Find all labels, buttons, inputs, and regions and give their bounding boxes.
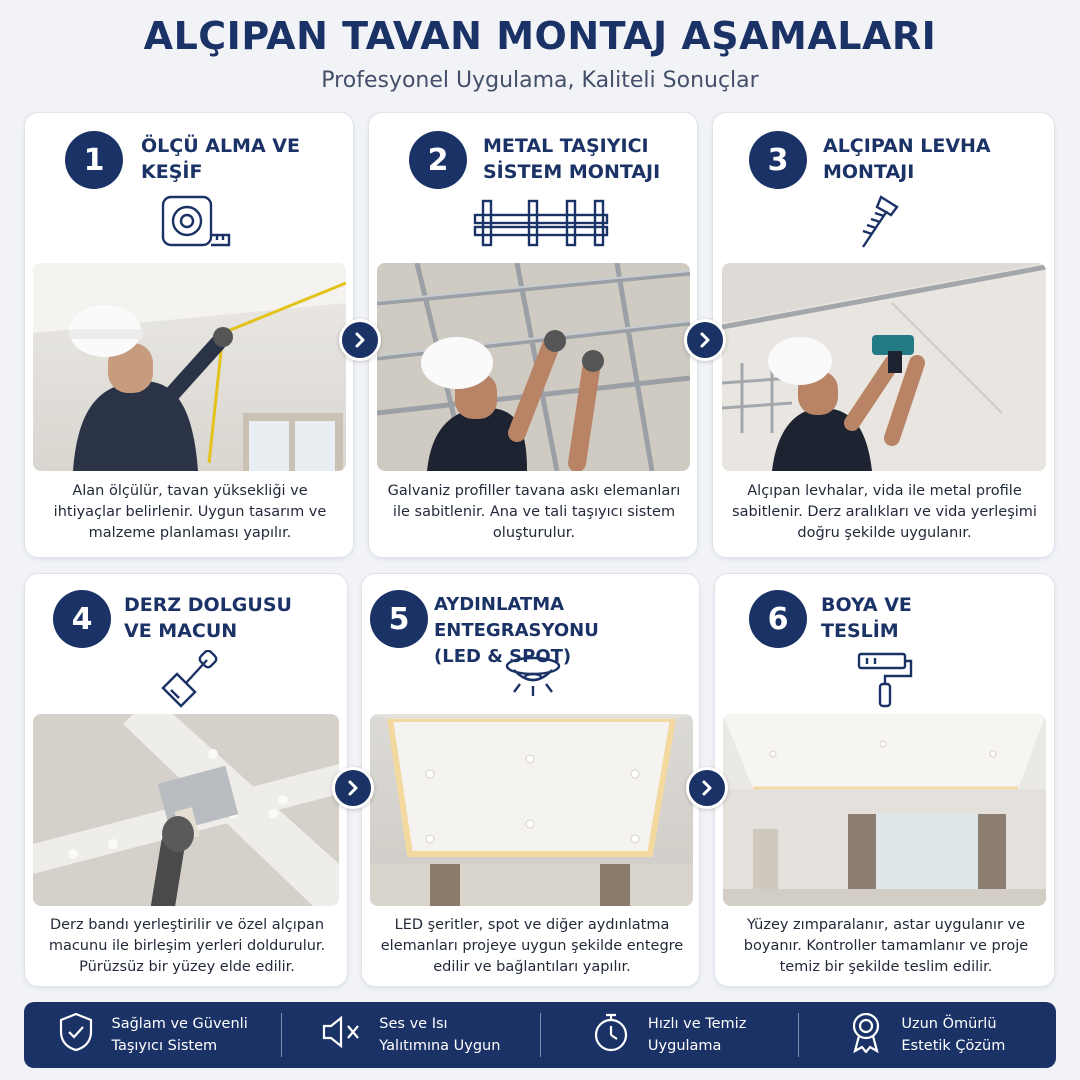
step-number-badge: 4 <box>53 590 111 648</box>
metal-profile-icon <box>471 193 611 251</box>
feature-item <box>540 1013 798 1057</box>
stopwatch-icon <box>592 1012 630 1059</box>
step-photo-joint-taping <box>33 714 339 906</box>
step-card-1 <box>24 112 354 558</box>
step-description: Alan ölçülür, tavan yüksekliği ve ihtiyaçlar belirlenir. Uygun tasarım ve malzeme planlaması yapılır. <box>53 483 327 541</box>
feature-item <box>281 1013 539 1057</box>
paint-roller-icon <box>855 650 915 708</box>
step-photo-board-install <box>722 263 1046 471</box>
next-arrow-icon <box>339 319 381 361</box>
page-subtitle: Profesyonel Uygulama, Kaliteli Sonuçlar <box>321 68 759 93</box>
step-title: METAL TAŞIYICI SİSTEM MONTAJI <box>483 135 661 183</box>
step-description: Derz bandı yerleştirilir ve özel alçıpan macunu ile birleşim yerleri doldurulur. Pürüzsüz bir yüzey elde edilir. <box>48 917 326 975</box>
step-photo-finished-room <box>723 714 1046 906</box>
next-arrow-icon <box>684 319 726 361</box>
feature-item <box>24 1013 281 1057</box>
step-number-badge: 5 <box>370 590 428 648</box>
feature-label: Ses ve Isı Yalıtımına Uygun <box>379 1016 501 1054</box>
step-description: Galvaniz profiller tavana askı elemanları ile sabitlenir. Ana ve tali taşıyıcı sistem oluşturulur. <box>387 483 681 541</box>
feature-label: Uzun Ömürlü Estetik Çözüm <box>901 1016 1006 1054</box>
step-card-6 <box>714 573 1055 987</box>
step-title: DERZ DOLGUSU VE MACUN <box>124 594 292 642</box>
sound-mute-icon <box>321 1014 361 1057</box>
step-number-badge: 1 <box>65 131 123 189</box>
step-card-2 <box>368 112 698 558</box>
feature-bar <box>24 1002 1056 1068</box>
feature-label: Hızlı ve Temiz Uygulama <box>647 1016 747 1054</box>
award-badge-icon <box>849 1011 883 1060</box>
step-photo-metal-frame <box>377 263 690 471</box>
screw-icon <box>851 193 901 251</box>
spotlight-icon <box>500 650 566 708</box>
step-number-badge: 6 <box>749 590 807 648</box>
step-description: LED şeritler, spot ve diğer aydınlatma elemanları projeye uygun şekilde entegre edilir ve bağlantıları yapılır. <box>380 917 684 975</box>
tape-measure-icon <box>153 193 233 251</box>
step-photo-measuring <box>33 263 346 471</box>
step-title: ÖLÇÜ ALMA VE KEŞİF <box>141 135 300 183</box>
step-title: BOYA VE TESLİM <box>821 594 912 642</box>
feature-label: Sağlam ve Güvenli Taşıyıcı Sistem <box>111 1016 248 1054</box>
step-card-5 <box>361 573 700 987</box>
putty-knife-icon <box>155 650 221 708</box>
step-card-3 <box>712 112 1055 558</box>
step-description: Yüzey zımparalanır, astar uygulanır ve boyanır. Kontroller tamamlanır ve proje temiz bir şekilde teslim edilir. <box>743 917 1029 975</box>
step-description: Alçıpan levhalar, vida ile metal profile sabitlenir. Derz aralıkları ve vida yerleşimi doğru şekilde uygulanır. <box>732 483 1037 541</box>
page-title: ALÇIPAN TAVAN MONTAJ AŞAMALARI <box>143 14 937 58</box>
next-arrow-icon <box>686 767 728 809</box>
step-number-badge: 2 <box>409 131 467 189</box>
step-number-badge: 3 <box>749 131 807 189</box>
step-title: ALÇIPAN LEVHA MONTAJI <box>823 135 991 183</box>
step-card-4 <box>24 573 348 987</box>
step-photo-lighting <box>370 714 693 906</box>
next-arrow-icon <box>332 767 374 809</box>
feature-item <box>798 1013 1056 1057</box>
step-title: AYDINLATMA ENTEGRASYONU (LED & SPOT) <box>434 594 599 667</box>
shield-check-icon <box>58 1012 94 1059</box>
